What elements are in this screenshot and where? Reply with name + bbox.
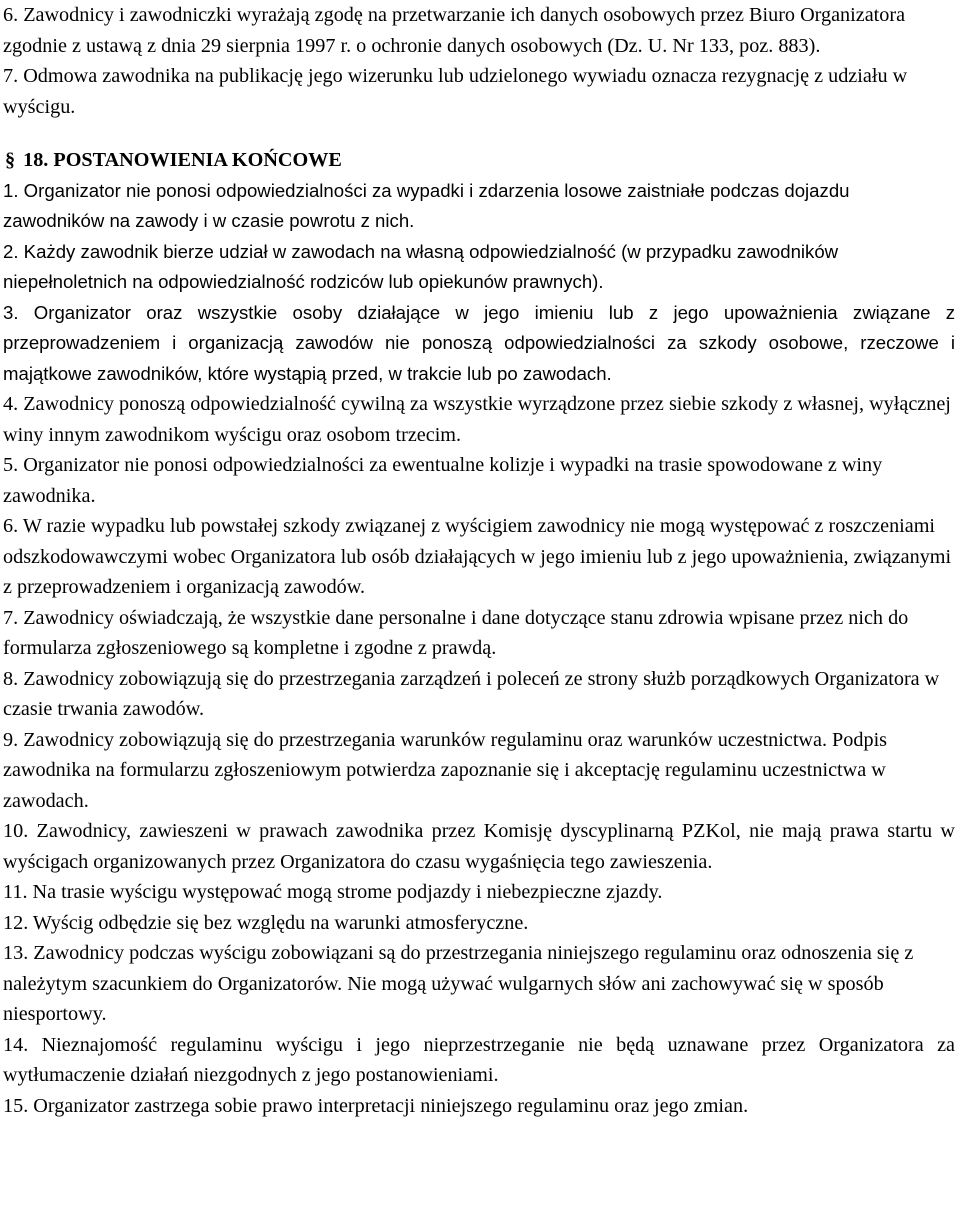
final-item-15: 15. Organizator zastrzega sobie prawo interpretacji niniejszego regulaminu oraz jego zmian. [3,1094,749,1117]
final-item-7: 7. Zawodnicy oświadczają, że wszystkie dane personalne i dane dotyczące stanu zdrowia wpisane przez nich do formularza zgłoszeniowego są kompletne i zgodne z prawdą. [3,606,909,659]
section-heading [3,145,955,176]
final-item-5: 5. Organizator nie ponosi odpowiedzialności za ewentualne kolizje i wypadki na trasie spowodowane z winy zawodnika. [3,454,883,507]
final-item-2: 2. Każdy zawodnik bierze udział w zawodach na własną odpowiedzialność (w przypadku zawodników niepełnoletnich na odpowiedzialność rodziców lub opiekunów prawnych). [3,240,839,292]
paragraph-data-consent: 6. Zawodnicy i zawodniczki wyrażają zgodę na przetwarzanie ich danych osobowych przez Biuro Organizatora zgodnie z ustawą z dnia 29 sierpnia 1997 r. o ochronie danych osobowych (Dz. U. Nr 133, poz. 883). [3,4,906,57]
final-item-9: 9. Zawodnicy zobowiązują się do przestrzegania warunków regulaminu oraz warunków uczestnictwa. Podpis zawodnika na formularzu zgłoszeniowym potwierdza zapoznanie się i akceptację regulaminu uczestnictwa w zawodach. [3,728,888,812]
final-item-11: 11. Na trasie wyścigu występować mogą strome podjazdy i niebezpieczne zjazdy. [3,881,663,903]
final-item-1: 1. Organizator nie ponosi odpowiedzialności za wypadki i zdarzenia losowe zaistniałe podczas dojazdu zawodników na zawody i w czasie powrotu z nich. [3,179,850,231]
final-item-3: 3. Organizator oraz wszystkie osoby działające w jego imieniu lub z jego upoważnienia związane z przeprowadzeniem i organizacją zawodów nie ponoszą odpowiedzialności za szkody osobowe, rzeczowe i majątkowe zawodników, które wystąpią przed, w trakcie lub po zawodach. [3,301,955,384]
final-item-14: 14. Nieznajomość regulaminu wyścigu i jego nieprzestrzeganie nie będą uznawane przez Organizatora za wytłumaczenie działań niezgodnych z jego postanowieniami. [3,1033,955,1086]
section-title: 18. POSTANOWIENIA KOŃCOWE [23,149,342,171]
final-item-6: 6. W razie wypadku lub powstałej szkody związanej z wyścigiem zawodnicy nie mogą występować z roszczeniami odszkodowawczymi wobec Organizatora lub osób działających w jego imieniu lub z jego upoważnienia, związanymi z przeprowadzeniem i organizacją zawodów. [3,515,952,598]
final-item-10: 10. Zawodnicy, zawieszeni w prawach zawodnika przez Komisję dyscyplinarną PZKol, nie mają prawa startu w wyścigach organizowanych przez Organizatora do czasu wygaśnięcia tego zawieszenia. [3,820,955,873]
final-item-4: 4. Zawodnicy ponoszą odpowiedzialność cywilną za wszystkie wyrządzone przez siebie szkody z własnej, wyłącznej winy innym zawodnikom wyścigu oraz osobom trzecim. [3,393,951,446]
final-item-8: 8. Zawodnicy zobowiązują się do przestrzegania zarządzeń i poleceń ze strony służb porządkowych Organizatora w czasie trwania zawodów. [3,667,940,720]
paragraph-image-refusal: 7. Odmowa zawodnika na publikację jego wizerunku lub udzielonego wywiadu oznacza rezygnację z udziału w wyścigu. [3,65,908,118]
final-item-13: 13. Zawodnicy podczas wyścigu zobowiązani są do przestrzegania niniejszego regulaminu oraz odnoszenia się z należytym szacunkiem do Organizatorów. Nie mogą używać wulgarnych słów ani zachowywać się w sposób niesportowy. [3,942,914,1025]
section-sign-icon: § [5,149,16,171]
final-item-12: 12. Wyścig odbędzie się bez względu na warunki atmosferyczne. [3,911,529,934]
